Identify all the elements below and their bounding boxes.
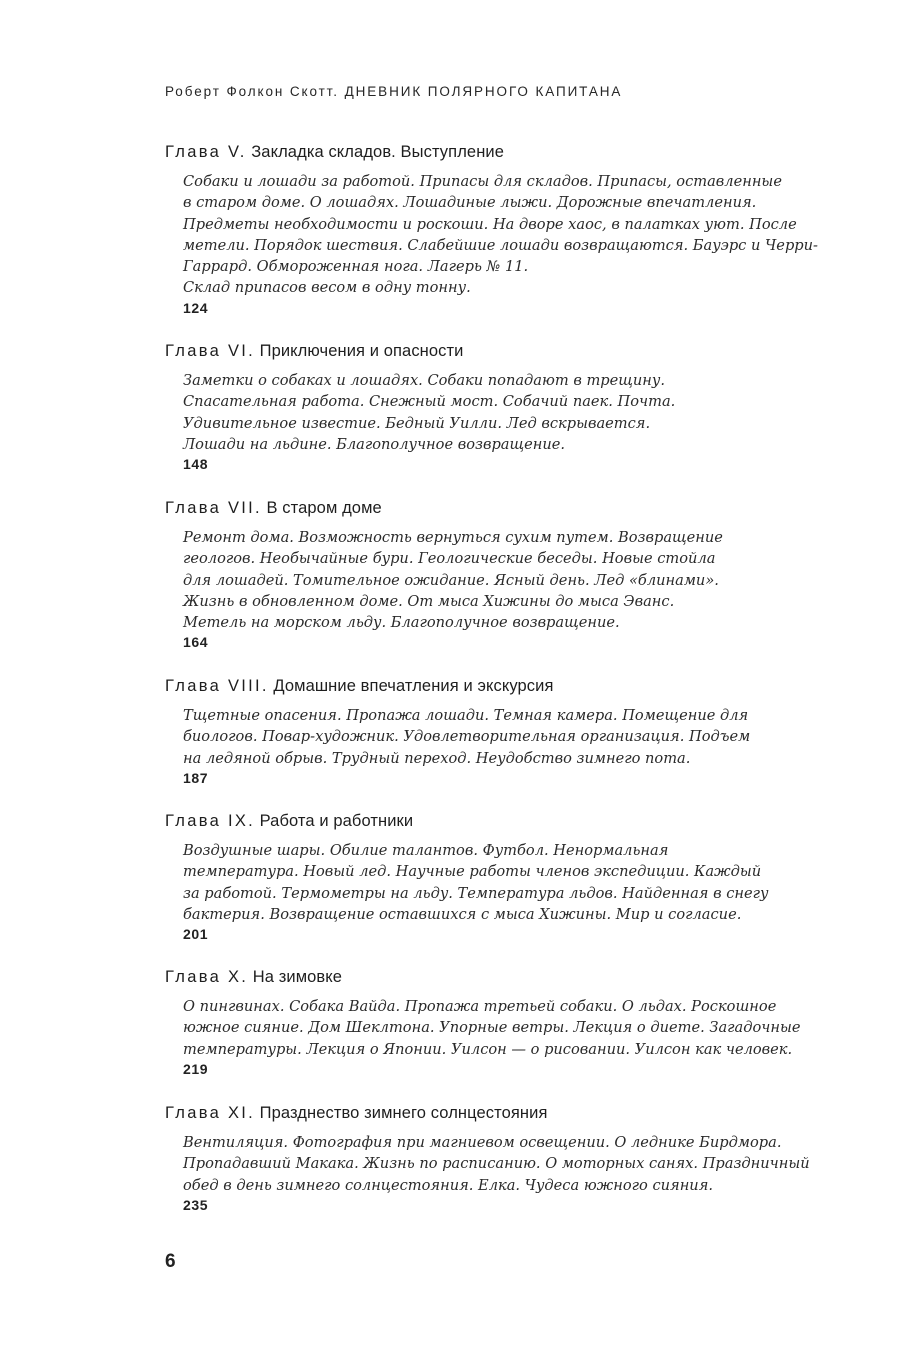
chapter-entry-vi (165, 341, 825, 472)
chapter-entry-xi (165, 1103, 825, 1213)
summary-line: обед в день зимнего солнцестояния. Елка. Чудеса южного сияния. (183, 1176, 714, 1194)
chapter-title: Домашние впечатления и экскурсия (273, 677, 554, 695)
summary-line: Заметки о собаках и лошадях. Собаки попадают в трещину. (183, 372, 666, 389)
chapter-heading (165, 1103, 825, 1125)
page-number: 219 (183, 1060, 209, 1077)
chapter-summary (183, 840, 825, 925)
page-number: 148 (183, 456, 209, 473)
chapter-title: Празднество зимнего солнцестояния (259, 1104, 548, 1122)
chapter-label: Глава VII. (165, 499, 262, 517)
chapter-label: Глава IX. (165, 812, 256, 830)
chapter-title: Закладка складов. Выступление (251, 143, 505, 161)
summary-line: Пропадавший Макака. Жизнь по расписанию. О моторных санях. Праздничный (183, 1155, 810, 1173)
summary-line: на ледяной обрыв. Трудный переход. Неудобство зимнего пота. (183, 749, 691, 767)
summary-line: за работой. Термометры на льду. Температура льдов. Найденная в снегу (183, 884, 769, 902)
chapter-heading (165, 498, 825, 520)
summary-line: Спасательная работа. Снежный мост. Собачий паек. Почта. (183, 393, 676, 411)
summary-line: температура. Новый лед. Научные работы членов экспедиции. Каждый (183, 863, 762, 881)
summary-line: Склад припасов весом в одну тонну. (183, 279, 471, 297)
chapter-label: Глава XI. (165, 1104, 256, 1122)
summary-line: Предметы необходимости и роскоши. На дворе хаос, в палатках уют. После (183, 215, 797, 233)
chapter-summary (183, 527, 825, 633)
summary-line: Метель на морском льду. Благополучное возвращение. (183, 614, 620, 632)
chapter-summary (183, 171, 825, 299)
chapter-entry-x (165, 967, 825, 1077)
summary-line: Лошади на льдине. Благополучное возвращение. (183, 435, 566, 453)
chapter-title: Работа и работники (259, 812, 414, 830)
summary-line: О пингвинах. Собака Вайда. Пропажа третьей собаки. О льдах. Роскошное (183, 998, 777, 1015)
summary-line: температуры. Лекция о Японии. Уилсон — о рисовании. Уилсон как человек. (183, 1040, 793, 1058)
chapter-heading (165, 967, 825, 989)
chapter-summary (183, 1132, 825, 1196)
chapter-summary (183, 996, 825, 1060)
chapter-label: Глава V. (165, 143, 247, 161)
chapter-entry-vii (165, 498, 825, 650)
summary-line: Вентиляция. Фотография при магниевом освещении. О леднике Бирдмора. (183, 1134, 782, 1151)
page-number: 201 (183, 926, 209, 943)
summary-line: Удивительное известие. Бедный Уилли. Лед вскрывается. (183, 414, 651, 432)
chapter-title: Приключения и опасности (259, 342, 464, 360)
page-number: 235 (183, 1196, 209, 1213)
chapter-heading (165, 676, 825, 698)
chapter-heading (165, 142, 825, 164)
page-number: 164 (183, 634, 209, 651)
page-number: 187 (183, 769, 209, 786)
running-head: Роберт Фолкон Скотт. ДНЕВНИК ПОЛЯРНОГО КАПИТАНА (165, 84, 623, 99)
summary-line: для лошадей. Томительное ожидание. Ясный день. Лед «блинами». (183, 571, 719, 589)
summary-line: южное сияние. Дом Шеклтона. Упорные ветры. Лекция о диете. Загадочные (183, 1019, 801, 1037)
summary-line: Гаррард. Обмороженная нога. Лагерь № 11. (183, 258, 529, 276)
summary-line: бактерия. Возвращение оставшихся с мыса Хижины. Мир и согласие. (183, 905, 742, 923)
chapter-label: Глава VIII. (165, 677, 269, 695)
chapter-summary (183, 370, 825, 455)
chapter-entry-viii (165, 676, 825, 786)
summary-line: Жизнь в обновленном доме. От мыса Хижины до мыса Эванс. (183, 592, 675, 610)
folio: 6 (165, 1251, 176, 1272)
chapter-heading (165, 811, 825, 833)
chapter-heading (165, 341, 825, 363)
chapter-entry-ix (165, 811, 825, 942)
summary-line: Воздушные шары. Обилие талантов. Футбол. Ненормальная (183, 842, 669, 859)
summary-line: метели. Порядок шествия. Слабейшие лошади возвращаются. Бауэрс и Черри- (183, 236, 818, 254)
chapter-label: Глава X. (165, 968, 249, 986)
summary-line: биологов. Повар-художник. Удовлетворительная организация. Подъем (183, 728, 751, 746)
summary-line: Ремонт дома. Возможность вернуться сухим путем. Возвращение (183, 529, 723, 546)
summary-line: в старом доме. О лошадях. Лошадиные лыжи. Дорожные впечатления. (183, 194, 757, 212)
chapter-title: На зимовке (252, 968, 343, 986)
page-number: 124 (183, 299, 209, 316)
summary-line: геологов. Необычайные бури. Геологические беседы. Новые стойла (183, 550, 716, 568)
chapter-summary (183, 705, 825, 769)
chapter-entry-v (165, 142, 825, 316)
chapter-label: Глава VI. (165, 342, 256, 360)
summary-line: Собаки и лошади за работой. Припасы для складов. Припасы, оставленные (183, 173, 782, 190)
summary-line: Тщетные опасения. Пропажа лошади. Темная камера. Помещение для (183, 707, 749, 724)
chapter-title: В старом доме (266, 499, 382, 517)
